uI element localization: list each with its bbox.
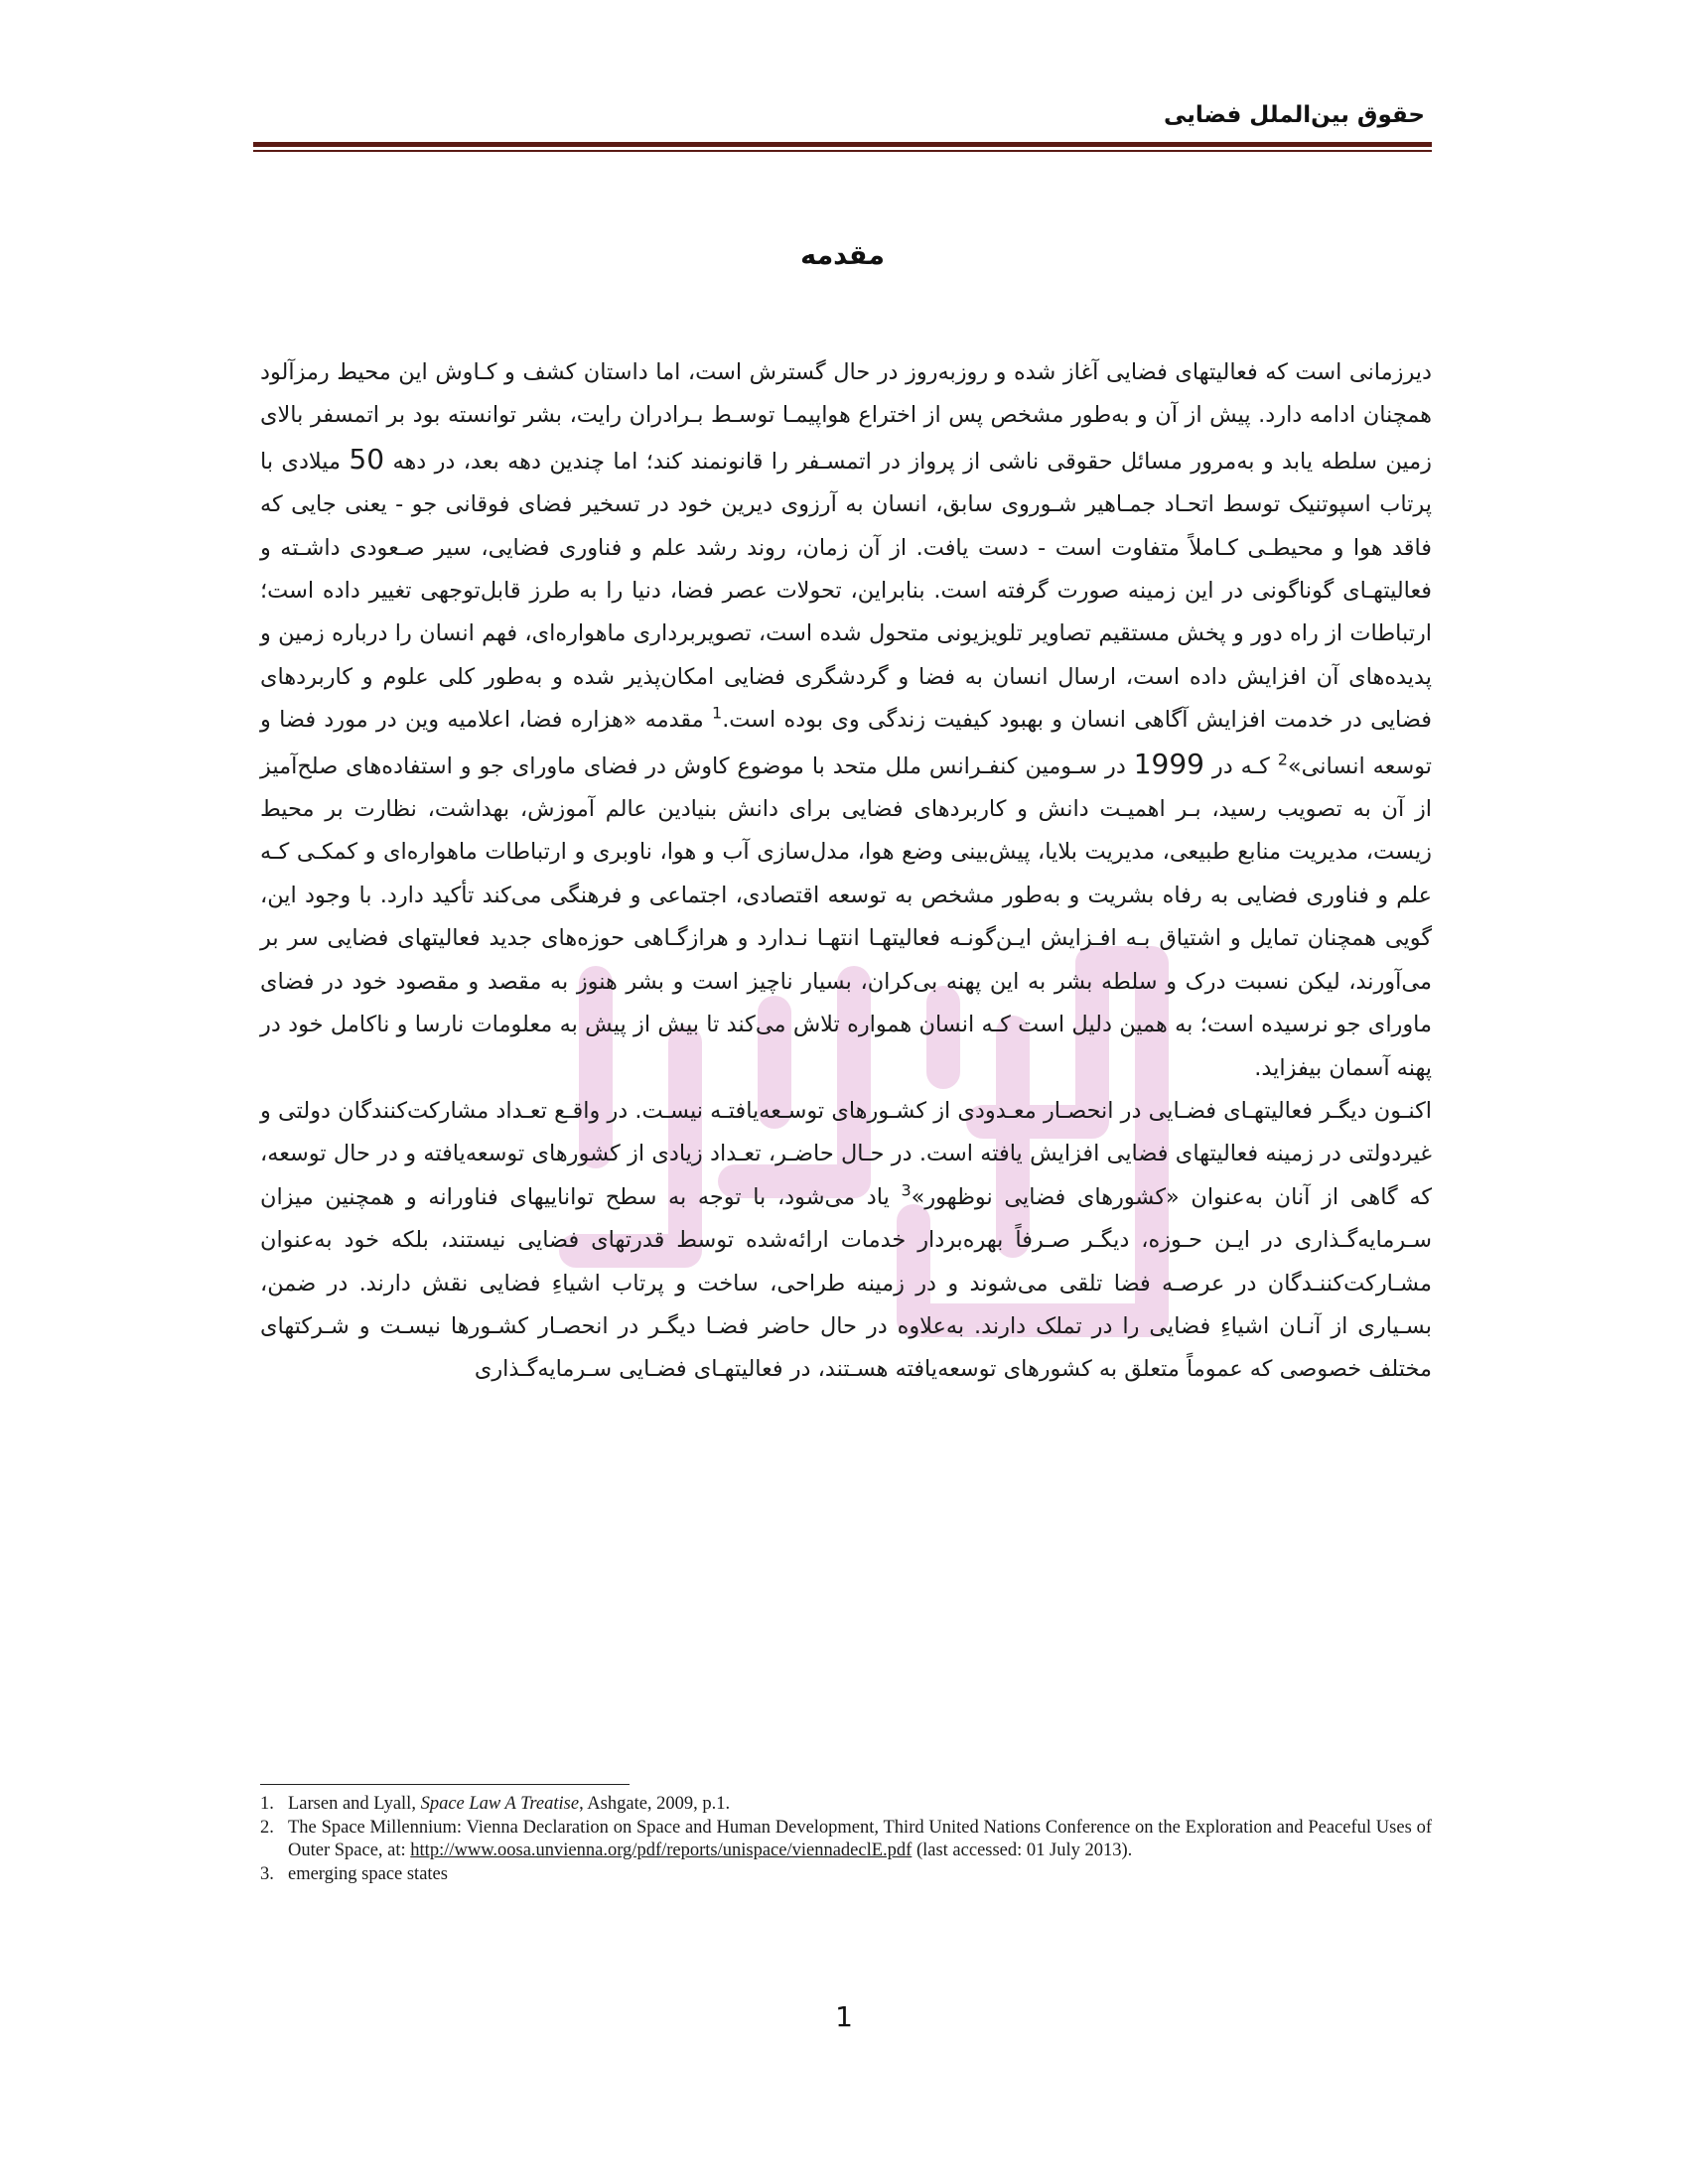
footnote-author: Larsen and Lyall, [288, 1794, 421, 1814]
running-header-title: حقوق بین‌الملل فضایی [1164, 102, 1425, 128]
footnote-number: 1. [260, 1794, 274, 1814]
year-number: 1999 [1133, 747, 1204, 780]
footnote-item [260, 1863, 1432, 1887]
paragraph-1-part-e: در سـومین کنفـرانس ملل متحد با موضوع کاوش در فضای ماورای جو و استفاده‌های صلح‌آمیز از آن به تصویب رسید، بـر اهمیـت دانش و کاربردهای فضایی برای دانش بنیادین عالم آموزش، بهداشت، نظارت بر محیط زیست، مدیریت منابع طبیعی، مدیریت بلایا، پیش‌بینی وضع هوا، مدل‌سازی آب و هوا، ناوبری و ارتباطات ماهواره‌ای و کمکـی کـه علم و فناوری فضایی به رفاه بشریت و به‌طور مشخص به توسعه اقتصادی، اجتماعی و فرهنگی می‌کند تأکید دارد. با وجود این، گویی همچنان تمایل و اشتیاق بـه افـزایش ایـن‌گونـه فعالیتهـا انتهـا نـدارد و هرازگـاهی حوزه‌های جدید فعالیتهای فضایی سر بر می‌آورند، لیکن نسبت درک و سلطه بشر به این پهنه بی‌کران، بسیار ناچیز است و بشر هنوز به مقصد و مقصود خود در فضای ماورای جو نرسیده است؛ به همین دلیل است کـه انسان همواره تلاش می‌کند تا بیش از پیش به معلومات نارسا و ناکامل خود در پهنه آسمان بیفزاید. [260, 752, 1432, 1081]
footnote-separator [260, 1784, 630, 1785]
footnote-citation: The Space Millennium: Vienna Declaration on Space and Human Development, Third United Nations Conference on the Exploration and Peaceful Uses of Outer Space, at: [288, 1817, 1432, 1860]
footnote-ref-2[interactable]: 2 [1277, 750, 1288, 769]
paragraph-1-part-d: کـه در [1203, 752, 1278, 779]
paragraph-1 [260, 351, 1432, 1090]
footnotes [260, 1793, 1432, 1886]
footnote-text: emerging space states [288, 1863, 448, 1884]
header-rule-thin [253, 150, 1432, 152]
paragraph-2-part-a: اکنـون دیگـر فعالیتهـای فضـایی در انحصـار معـدودی از کشـورهای توسـعه‌یافتـه نیسـت. در واقـع تعـداد مشارکت‌کنندگان دولتی و غیردولتی در زمینه فعالیتهای فضایی افزایش یافته است. در حـال حاضـر، تعـداد زیادی از کشورهای توسعه‌یافته و در حال توسعه، که گاهی از آنان به‌عنوان «کشورهای فضایی نوظهور» [260, 1097, 1433, 1210]
paragraph-1-part-a: دیرزمانی است که فعالیتهای فضایی آغاز شده و روزبه‌روز در حال گسترش است، اما داستان کشف و کـاوش این محیط رمزآلود همچنان ادامه دارد. پیش از آن و به‌طور مشخص پس از اختراع هواپیمـا توسـط بـرادران رایت، بشر توانسته بود بر اتمسفر بالای زمین سلطه یابد و به‌مرور مسائل حقوقی ناشی از پرواز در اتمسـفر را قانونمند کند؛ اما چندین دهه بعد، در دهه [260, 359, 1432, 475]
footnote-item [260, 1817, 1432, 1863]
header-rule-thick [253, 142, 1432, 147]
footnote-text [288, 1817, 1432, 1863]
page-number: 1 [835, 2000, 853, 2033]
footnote-number: 2. [260, 1817, 274, 1838]
footnote-item [260, 1793, 1432, 1817]
paragraph-2 [260, 1090, 1432, 1392]
decade-number: 50 [349, 442, 385, 476]
paragraph-1-part-c: مقدمه «هزاره فضا، اعلامیه وین در مورد فضا و توسعه انسانی» [260, 707, 1432, 779]
footnote-ref-1[interactable]: 1 [712, 703, 723, 723]
footnote-url-link[interactable]: http://www.oosa.unvienna.org/pdf/reports/unispace/viennadeclE.pdf [410, 1841, 913, 1860]
paragraph-1-part-b: میلادی با پرتاب اسپوتنیک توسط اتحـاد جمـاهیر شـوروی سابق، انسان به آرزوی دیرین خود در تسخیر فضای فوقانی جو - یعنی جایی که فاقد هوا و محیطـی کـاملاً متفاوت است - دست یافت. از آن زمان، روند رشد علم و فناوری فضایی، سیر صـعودی داشـته و فعالیتهـای گوناگونی در این زمینه صورت گرفته است. بنابراین، تحولات عصر فضا، دنیا را به طرز قابل‌توجهی تغییر داده است؛ ارتباطات از راه دور و پخش مستقیم تصاویر تلویزیونی متحول شده است، تصویربرداری ماهواره‌ای، فهم انسان را درباره زمین و پدیده‌های آن افزایش داده است، ارسال انسان به فضا و گردشگری فضایی امکان‌پذیر شده و به‌طور کلی علوم و کاربردهای فضایی در خدمت افزایش آگاهی انسان و بهبود کیفیت زندگی وی بوده است. [260, 448, 1432, 734]
body-text [260, 351, 1432, 1392]
chapter-title: مقدمه [800, 240, 885, 271]
footnote-number: 3. [260, 1863, 274, 1884]
footnote-book-title: Space Law A Treatise [420, 1794, 580, 1814]
footnote-access-date: (last accessed: 01 July 2013). [912, 1841, 1133, 1860]
footnote-ref-3[interactable]: 3 [901, 1180, 912, 1200]
paragraph-2-part-b: یاد می‌شود، با توجه به سطح تواناییهای فناورانه و همچنین میزان سـرمایه‌گـذاری در ایـن حـوزه، دیگـر صـرفاً بهره‌بردار خدمات ارائه‌شده توسط قدرتهای فضایی نیستند، بلکه خود به‌عنوان مشـارکت‌کننـدگان در عرصـه فضا تلقی می‌شوند و در زمینه طراحی، ساخت و پرتاب اشیاءِ فضایی نقش دارند. در ضمن، بسـیاری از آنـان اشیاءِ فضایی را در تملک دارند. به‌علاوه در حال حاضر فضـا دیگـر در انحصـار کشـورها نیسـت و شـرکتهای مختلف خصوصی که عموماً متعلق به کشورهای توسعه‌یافته هسـتند، در فعالیتهـای فضـایی سـرمایه‌گـذاری [260, 1183, 1432, 1383]
footnote-publisher: , Ashgate, 2009, p.1. [579, 1794, 731, 1814]
footnote-text [288, 1793, 1432, 1817]
